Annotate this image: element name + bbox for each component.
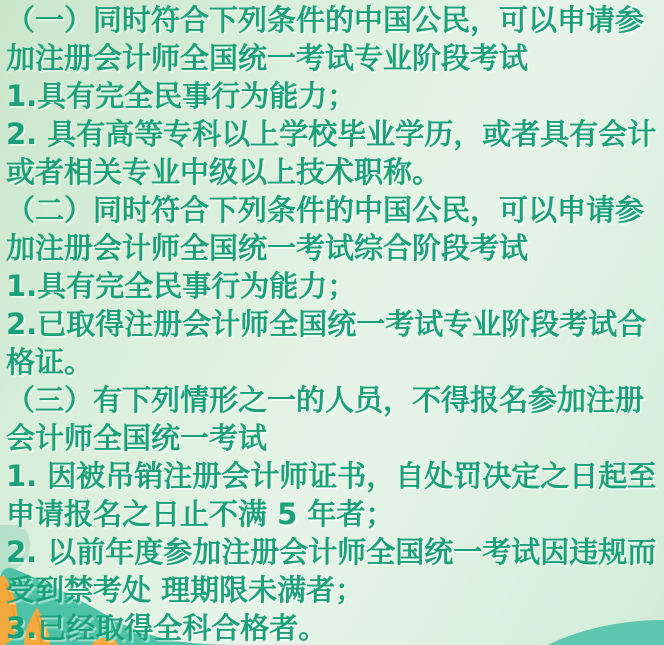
text-line: 申请报名之日止不满 5 年者； [6, 497, 395, 531]
text-line: 加注册会计师全国统一考试综合阶段考试 [6, 231, 529, 265]
text-line: 1.具有完全民事行为能力； [6, 79, 357, 113]
text-line: （三）有下列情形之一的人员，不得报名参加注册 [6, 383, 645, 417]
text-line: 或者相关专业中级以上技术职称。 [6, 155, 442, 189]
text-line: 会计师全国统一考试 [6, 421, 268, 455]
text-line: 加注册会计师全国统一考试专业阶段考试 [6, 41, 529, 75]
text-line: 格证。 [6, 345, 94, 379]
announcement-text [6, 1, 662, 645]
text-line: 1.具有完全民事行为能力； [6, 269, 357, 303]
text-line: 2.已取得注册会计师全国统一考试专业阶段考试合 [6, 307, 647, 341]
text-line: （二）同时符合下列条件的中国公民，可以申请参 [6, 193, 645, 227]
text-line: （一）同时符合下列条件的中国公民，可以申请参 [6, 3, 645, 37]
text-line: 2. 以前年度参加注册会计师全国统一考试因违规而 [6, 535, 657, 569]
text-line: 受到禁考处 理期限未满者； [6, 573, 365, 607]
text-line: 3.已经取得全科合格者。 [6, 611, 328, 645]
text-line: 2. 具有高等专科以上学校毕业学历，或者具有会计 [6, 117, 657, 151]
text-line: 1. 因被吊销注册会计师证书，自处罚决定之日起至 [6, 459, 657, 493]
